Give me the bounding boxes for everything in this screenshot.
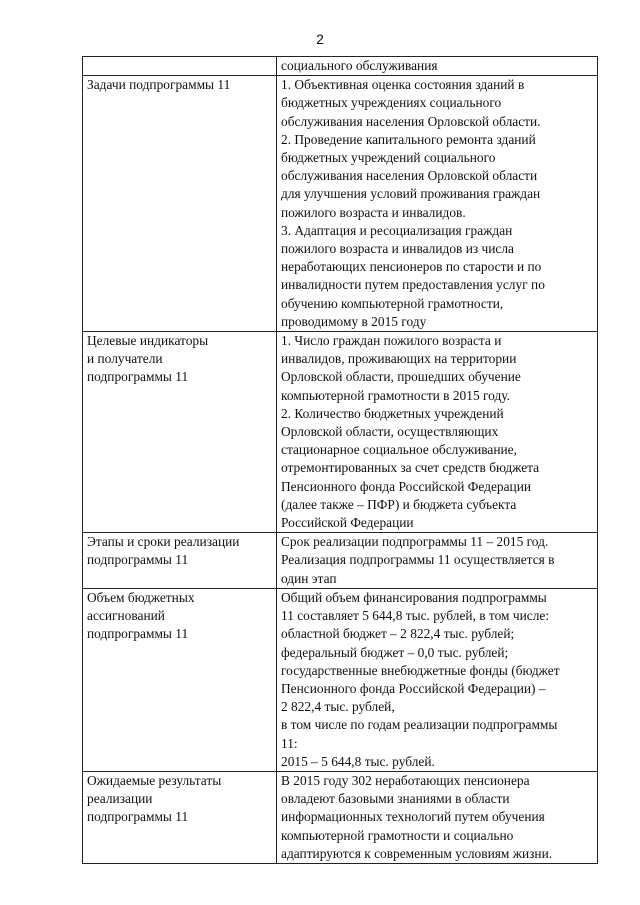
table-row — [83, 57, 598, 76]
row-label-line: Целевые индикаторы — [87, 333, 209, 349]
row-value-cell — [277, 771, 598, 863]
row-value-line: бюджетных учреждений социального — [281, 150, 496, 166]
row-label-cell — [83, 57, 277, 76]
row-value-cell — [277, 332, 598, 533]
row-value-line: 11: — [281, 735, 298, 751]
row-value-cell — [277, 533, 598, 589]
row-value-line: инвалидности путем предоставления услуг по — [281, 277, 545, 293]
row-label-line: реализации — [87, 791, 153, 807]
subprogram-passport-table — [82, 56, 598, 864]
row-label-line: подпрограммы 11 — [87, 369, 189, 385]
row-value-line: пожилого возраста и инвалидов из числа — [281, 241, 514, 257]
row-value-line: пожилого возраста и инвалидов. — [281, 204, 466, 220]
row-value-line: отремонтированных за счет средств бюджета — [281, 460, 540, 476]
row-value-line: социального обслуживания — [281, 58, 438, 73]
row-value-line: неработающих пенсионеров по старости и по — [281, 259, 542, 275]
row-value-line: государственные внебюджетные фонды (бюджет — [281, 662, 560, 678]
row-value-line: 2 822,4 тыс. рублей, — [281, 699, 395, 715]
row-label-cell — [83, 76, 277, 332]
row-value-line: Пенсионного фонда Российской Федерации) – — [281, 680, 546, 696]
row-value-line: Реализация подпрограммы 11 осуществляется в — [281, 552, 555, 568]
row-label-line: подпрограммы 11 — [87, 626, 189, 642]
row-value-line: проводимому в 2015 году — [281, 313, 427, 329]
table-row — [83, 771, 598, 863]
row-label-line: подпрограммы 11 — [87, 552, 189, 568]
row-value-line: для улучшения условий проживания граждан — [281, 186, 541, 202]
row-value-line: обслуживания населения Орловской области. — [281, 113, 541, 129]
row-value-line: информационных технологий путем обучения — [281, 809, 545, 825]
row-value-line: 2. Проведение капитального ремонта зданий — [281, 131, 536, 147]
page-number: 2 — [316, 31, 324, 47]
row-value-line: обслуживания населения Орловской области — [281, 168, 538, 184]
row-value-line: 1. Число граждан пожилого возраста и — [281, 333, 502, 349]
row-value-line: один этап — [281, 570, 337, 586]
row-value-line: инвалидов, проживающих на территории — [281, 351, 517, 367]
row-label-line: Ожидаемые результаты — [87, 772, 222, 788]
row-label-line: Этапы и сроки реализации — [87, 534, 240, 550]
row-value-line: стационарное социальное обслуживание, — [281, 442, 517, 458]
row-value-line: компьютерной грамотности в 2015 году. — [281, 387, 510, 403]
row-value-cell — [277, 76, 598, 332]
row-value-line: Орловской области, прошедших обучение — [281, 369, 521, 385]
row-value-cell — [277, 57, 598, 76]
row-value-line: обучению компьютерной грамотности, — [281, 295, 504, 311]
row-value-line: Срок реализации подпрограммы 11 – 2015 год. — [281, 534, 549, 550]
table-row — [83, 332, 598, 533]
row-value-line: Пенсионного фонда Российской Федерации — [281, 478, 532, 494]
table-body — [83, 57, 598, 864]
row-value-line: овладеют базовыми знаниями в области — [281, 791, 510, 807]
row-label-line: Объем бюджетных — [87, 589, 195, 605]
row-value-line: компьютерной грамотности и социально — [281, 827, 514, 843]
table-row — [83, 76, 598, 332]
row-value-line: 2015 – 5 644,8 тыс. рублей. — [281, 753, 435, 769]
table-row — [83, 588, 598, 771]
row-label-cell — [83, 771, 277, 863]
row-value-line: 1. Объективная оценка состояния зданий в — [281, 77, 525, 93]
table-row — [83, 533, 598, 589]
row-value-line: в том числе по годам реализации подпрограммы — [281, 717, 558, 733]
row-value-line: бюджетных учреждениях социального — [281, 95, 502, 111]
row-label-cell — [83, 533, 277, 589]
row-value-line: В 2015 году 302 неработающих пенсионера — [281, 772, 530, 788]
row-value-line: 2. Количество бюджетных учреждений — [281, 405, 504, 421]
row-value-line: 11 составляет 5 644,8 тыс. рублей, в том числе: — [281, 608, 550, 624]
row-label-line: подпрограммы 11 — [87, 809, 189, 825]
row-value-line: Российской Федерации — [281, 515, 414, 531]
row-value-cell — [277, 588, 598, 771]
row-value-line: (далее также – ПФР) и бюджета субъекта — [281, 496, 517, 512]
row-label-line: и получатели — [87, 351, 163, 367]
row-label-line: ассигнований — [87, 608, 165, 624]
row-value-line: Общий объем финансирования подпрограммы — [281, 589, 547, 605]
row-label-cell — [83, 588, 277, 771]
row-value-line: федеральный бюджет – 0,0 тыс. рублей; — [281, 644, 509, 660]
row-value-line: 3. Адаптация и ресоциализация граждан — [281, 222, 513, 238]
row-value-line: Орловской области, осуществляющих — [281, 424, 499, 440]
row-label-cell — [83, 332, 277, 533]
row-value-line: областной бюджет – 2 822,4 тыс. рублей; — [281, 626, 515, 642]
row-label-line: Задачи подпрограммы 11 — [87, 77, 231, 93]
row-value-line: адаптируются к современным условиям жизни. — [281, 845, 553, 861]
